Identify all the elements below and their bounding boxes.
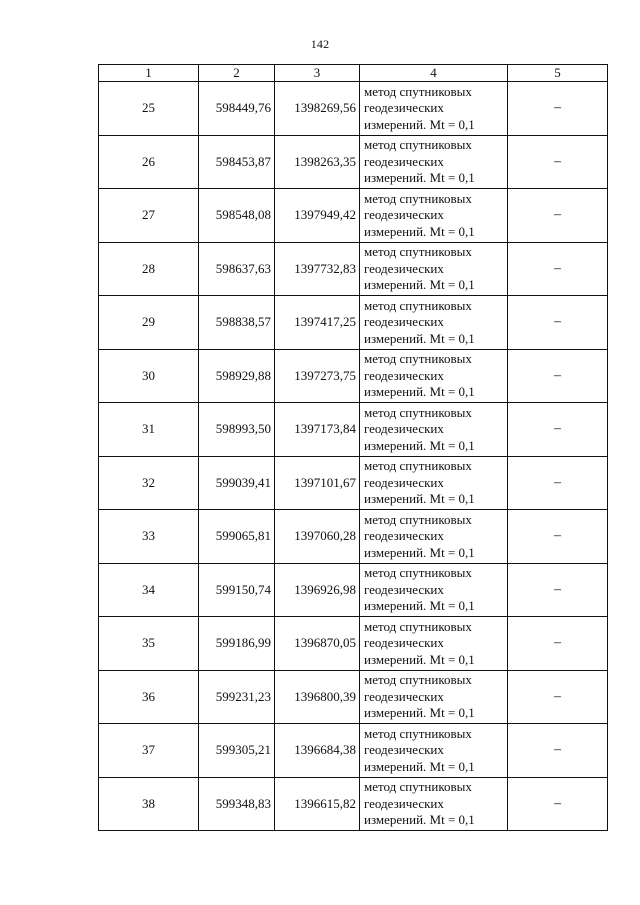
method-line: метод спутниковых [364,672,472,687]
point-number-cell: 26 [99,135,199,189]
method-line: измерений. Mt = 0,1 [364,116,475,132]
table-row [99,724,608,778]
method-line: метод спутниковых [364,404,472,420]
method-line: геодезических [364,367,444,383]
method-line: геодезических [364,153,444,169]
table-row [99,242,608,296]
table-row [99,403,608,457]
table-row [99,135,608,189]
y-coordinate-cell: 1397732,83 [275,242,360,296]
point-number-cell: 38 [99,777,199,831]
method-line: метод спутниковых [364,297,472,313]
x-coordinate-cell: 598637,63 [199,242,275,296]
x-coordinate-cell: 599065,81 [199,510,275,564]
table-row [99,510,608,564]
table-row [99,349,608,403]
method-line: геодезических [364,742,444,757]
header-col-4: 4 [360,65,508,82]
method-line: геодезических [364,100,444,115]
method-line: измерений. Mt = 0,1 [364,705,475,720]
note-cell: – [508,510,608,564]
header-col-1: 1 [99,65,199,82]
point-number-cell: 34 [99,563,199,617]
header-col-2: 2 [199,65,275,82]
x-coordinate-cell: 599039,41 [199,456,275,510]
y-coordinate-cell: 1397273,75 [275,349,360,403]
method-line: измерений. Mt = 0,1 [364,651,475,667]
method-cell [360,403,508,457]
y-coordinate-cell: 1397101,67 [275,456,360,510]
method-line: геодезических [364,688,444,704]
x-coordinate-cell: 599231,23 [199,670,275,724]
point-number-cell: 32 [99,456,199,510]
method-cell [360,563,508,617]
method-line: измерений. Mt = 0,1 [364,758,475,774]
method-line: измерений. Mt = 0,1 [364,384,475,399]
table-row [99,617,608,671]
y-coordinate-cell: 1397060,28 [275,510,360,564]
method-cell [360,617,508,671]
method-line: измерений. Mt = 0,1 [364,223,475,239]
point-number-cell: 33 [99,510,199,564]
note-cell: – [508,242,608,296]
y-coordinate-cell: 1398263,35 [275,135,360,189]
table-row [99,563,608,617]
method-line: метод спутниковых [364,618,472,634]
point-number-cell: 29 [99,296,199,350]
x-coordinate-cell: 599186,99 [199,617,275,671]
note-cell: – [508,670,608,724]
x-coordinate-cell: 599348,83 [199,777,275,831]
method-line: геодезических [364,421,444,436]
note-cell: – [508,403,608,457]
table-row [99,82,608,136]
method-cell [360,510,508,564]
table-row [99,296,608,350]
method-cell [360,724,508,778]
point-number-cell: 27 [99,189,199,243]
method-line: измерений. Mt = 0,1 [364,491,475,506]
method-cell [360,777,508,831]
method-line: геодезических [364,795,444,811]
table-body [99,82,608,831]
table-row [99,670,608,724]
y-coordinate-cell: 1398269,56 [275,82,360,136]
method-line: метод спутниковых [364,190,472,206]
table-header [99,65,608,82]
note-cell: – [508,349,608,403]
note-cell: – [508,617,608,671]
method-line: геодезических [364,260,444,276]
method-cell [360,242,508,296]
header-col-3: 3 [275,65,360,82]
table-row [99,456,608,510]
header-col-5: 5 [508,65,608,82]
y-coordinate-cell: 1396800,39 [275,670,360,724]
method-line: геодезических [364,635,444,650]
y-coordinate-cell: 1397173,84 [275,403,360,457]
note-cell: – [508,456,608,510]
method-cell [360,349,508,403]
y-coordinate-cell: 1396615,82 [275,777,360,831]
method-line: метод спутниковых [364,458,472,473]
point-number-cell: 25 [99,82,199,136]
method-line: измерений. Mt = 0,1 [364,544,475,560]
point-number-cell: 30 [99,349,199,403]
x-coordinate-cell: 599305,21 [199,724,275,778]
table-row [99,189,608,243]
method-line: метод спутниковых [364,137,472,152]
method-cell [360,670,508,724]
x-coordinate-cell: 598453,87 [199,135,275,189]
method-line: измерений. Mt = 0,1 [364,437,475,453]
note-cell: – [508,724,608,778]
method-line: измерений. Mt = 0,1 [364,330,475,346]
x-coordinate-cell: 598838,57 [199,296,275,350]
method-line: геодезических [364,528,444,543]
method-cell [360,296,508,350]
method-line: метод спутниковых [364,511,472,527]
table-row [99,777,608,831]
point-number-cell: 31 [99,403,199,457]
method-line: измерений. Mt = 0,1 [364,170,475,185]
method-line: геодезических [364,474,444,490]
method-line: метод спутниковых [364,244,472,259]
header-row [99,65,608,82]
note-cell: – [508,777,608,831]
method-cell [360,189,508,243]
point-number-cell: 28 [99,242,199,296]
note-cell: – [508,135,608,189]
method-line: геодезических [364,207,444,222]
coordinates-table [98,64,608,831]
point-number-cell: 37 [99,724,199,778]
y-coordinate-cell: 1396870,05 [275,617,360,671]
method-line: геодезических [364,314,444,329]
method-cell [360,135,508,189]
point-number-cell: 36 [99,670,199,724]
page-number: 142 [310,37,330,51]
method-cell [360,82,508,136]
method-line: геодезических [364,581,444,597]
note-cell: – [508,296,608,350]
y-coordinate-cell: 1397949,42 [275,189,360,243]
x-coordinate-cell: 599150,74 [199,563,275,617]
y-coordinate-cell: 1396684,38 [275,724,360,778]
method-line: метод спутниковых [364,351,472,366]
method-line: измерений. Mt = 0,1 [364,812,475,827]
method-cell [360,456,508,510]
y-coordinate-cell: 1396926,98 [275,563,360,617]
method-line: измерений. Mt = 0,1 [364,277,475,292]
x-coordinate-cell: 598993,50 [199,403,275,457]
x-coordinate-cell: 598449,76 [199,82,275,136]
note-cell: – [508,82,608,136]
note-cell: – [508,189,608,243]
method-line: метод спутниковых [364,725,472,741]
note-cell: – [508,563,608,617]
x-coordinate-cell: 598548,08 [199,189,275,243]
y-coordinate-cell: 1397417,25 [275,296,360,350]
point-number-cell: 35 [99,617,199,671]
method-line: метод спутниковых [364,565,472,580]
method-line: метод спутниковых [364,83,472,99]
x-coordinate-cell: 598929,88 [199,349,275,403]
method-line: метод спутниковых [364,779,472,794]
method-line: измерений. Mt = 0,1 [364,598,475,613]
